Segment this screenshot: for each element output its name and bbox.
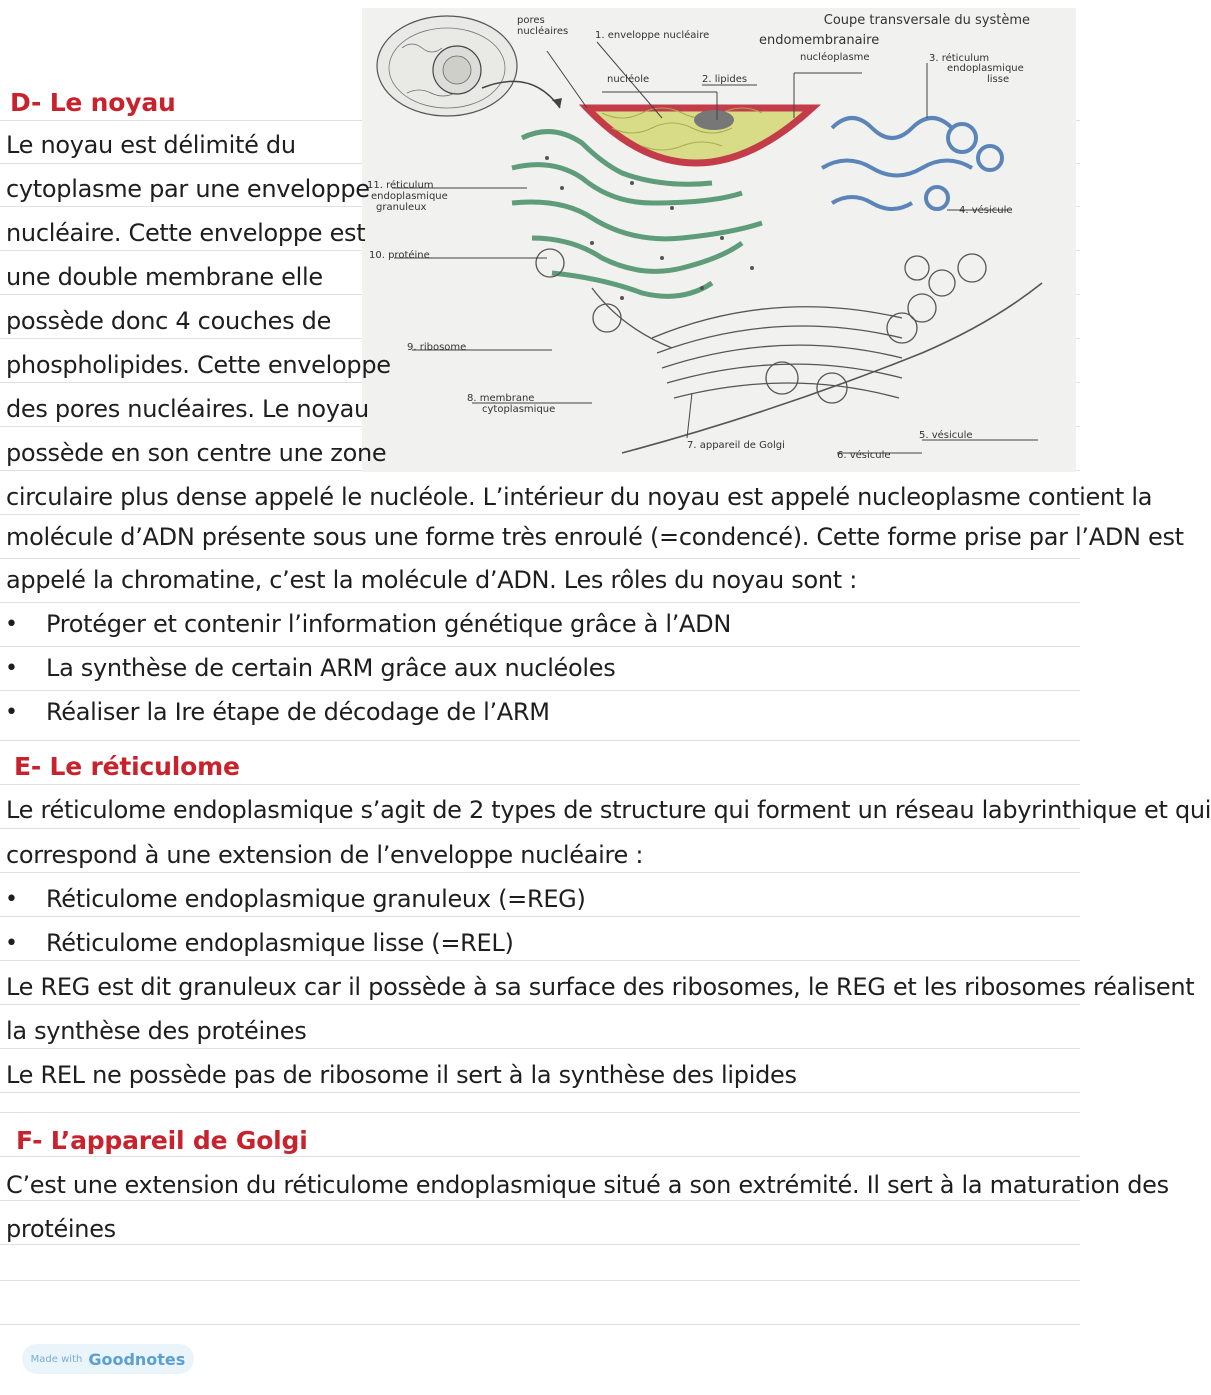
- heading-noyau: D- Le noyau: [10, 88, 176, 117]
- paragraph-line: correspond à une extension de l’enveloppe nucléaire :: [6, 841, 644, 869]
- list-item: La synthèse de certain ARM grâce aux nucléoles: [46, 654, 616, 682]
- heading-golgi: F- L’appareil de Golgi: [16, 1126, 308, 1155]
- label-11b: endoplasmique: [371, 191, 448, 202]
- diagram-title: Coupe transversale du système: [823, 13, 1030, 28]
- paragraph-line: nucléaire. Cette enveloppe est: [6, 219, 366, 247]
- label-3a: 3. réticulum: [929, 53, 990, 64]
- nucleus-illustration: [587, 108, 812, 163]
- list-item: Protéger et contenir l’information génétique grâce à l’ADN: [46, 610, 732, 638]
- paragraph-line: possède donc 4 couches de: [6, 307, 332, 335]
- paragraph-line: possède en son centre une zone: [6, 439, 387, 467]
- paragraph-line: la synthèse des protéines: [6, 1017, 307, 1045]
- label-3c: lisse: [987, 74, 1010, 85]
- label-6: 6. vésicule: [837, 450, 891, 461]
- label-9: 9. ribosome: [407, 342, 467, 353]
- paragraph-line: C’est une extension du réticulome endoplasmique situé a son extrémité. Il sert à la maturation des: [6, 1171, 1169, 1199]
- label-8b: cytoplasmique: [482, 404, 556, 415]
- label-11c: granuleux: [376, 202, 427, 213]
- list-item: Réticulome endoplasmique granuleux (=REG): [46, 885, 586, 913]
- cell-thumbnail: [377, 16, 517, 116]
- bullet-dot: •: [5, 700, 18, 725]
- made-with-label: Made with: [30, 1353, 83, 1365]
- goodnotes-brand: Goodnotes: [88, 1349, 186, 1369]
- diagram-subtitle: endomembranaire: [759, 33, 880, 48]
- label-nucleole: nucléole: [607, 74, 650, 85]
- bullet-dot: •: [5, 931, 18, 956]
- paragraph-line: Le noyau est délimité du: [6, 131, 296, 159]
- endomembrane-diagram: [362, 8, 1076, 472]
- list-item: Réaliser la Ire étape de décodage de l’ARM: [46, 698, 550, 726]
- paragraph-line: circulaire plus dense appelé le nucléole. L’intérieur du noyau est appelé nucleoplasme contient la: [6, 483, 1153, 511]
- label-4: 4. vésicule: [959, 205, 1013, 216]
- goodnotes-badge[interactable]: [22, 1344, 194, 1374]
- label-10: 10. protéine: [369, 250, 430, 261]
- paragraph-line: Le REG est dit granuleux car il possède à sa surface des ribosomes, le REG et les ribosomes réalisent: [6, 973, 1195, 1001]
- endomembrane-illustration: [362, 8, 1076, 472]
- heading-reticulome: E- Le réticulome: [14, 752, 240, 781]
- paragraph-line: une double membrane elle: [6, 263, 323, 291]
- list-item: Réticulome endoplasmique lisse (=REL): [46, 929, 514, 957]
- label-2: 2. lipides: [702, 74, 748, 85]
- paragraph-line: des pores nucléaires. Le noyau: [6, 395, 369, 423]
- bullet-dot: •: [5, 656, 18, 681]
- paragraph-line: appelé la chromatine, c’est la molécule d’ADN. Les rôles du noyau sont :: [6, 566, 857, 594]
- label-5: 5. vésicule: [919, 430, 973, 441]
- label-pores: pores: [517, 15, 545, 26]
- paragraph-line: molécule d’ADN présente sous une forme très enroulé (=condencé). Cette forme prise par l’ADN est: [6, 523, 1184, 551]
- paragraph-line: Le REL ne possède pas de ribosome il sert à la synthèse des lipides: [6, 1061, 797, 1089]
- paragraph-line: cytoplasme par une enveloppe: [6, 175, 370, 203]
- paragraph-line: protéines: [6, 1215, 116, 1243]
- label-8a: 8. membrane: [467, 393, 535, 404]
- label-nucleoplasme: nucléoplasme: [800, 52, 870, 63]
- label-7: 7. appareil de Golgi: [687, 440, 785, 451]
- label-3b: endoplasmique: [947, 63, 1024, 74]
- label-1: 1. enveloppe nucléaire: [595, 30, 710, 41]
- label-11a: 11. réticulum: [367, 180, 434, 191]
- paragraph-line: phospholipides. Cette enveloppe: [6, 351, 391, 379]
- label-pores-2: nucléaires: [517, 26, 569, 37]
- bullet-dot: •: [5, 612, 18, 637]
- bullet-dot: •: [5, 887, 18, 912]
- paragraph-line: Le réticulome endoplasmique s’agit de 2 types de structure qui forment un réseau labyrinthique et qui: [6, 796, 1211, 824]
- golgi-illustration: [536, 249, 1042, 453]
- smooth-er-illustration: [822, 118, 1002, 209]
